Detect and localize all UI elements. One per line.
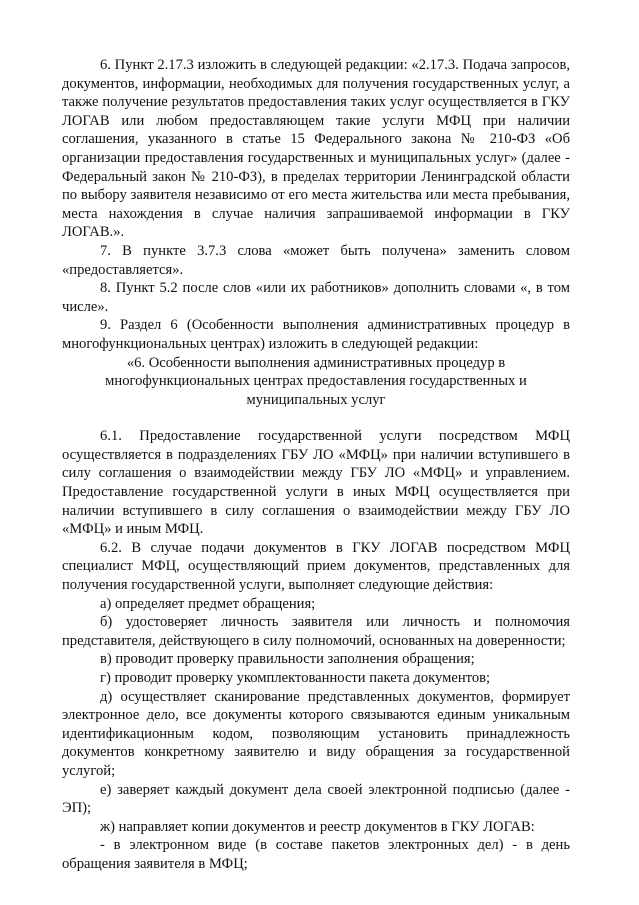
section-heading: «6. Особенности выполнения административных процедур в многофункциональных центрах предоставления государственных и муниципальных услуг (105, 354, 527, 408)
paragraph-item-8: 8. Пункт 5.2 после слов «или их работников» дополнить словами «, в том числе». (62, 280, 570, 315)
list-item-a: а) определяет предмет обращения; (100, 595, 316, 612)
paragraph-item-6: 6. Пункт 2.17.3 изложить в следующей редакции: «2.17.3. Подача запросов, документов, информации, необходимых для получения государственных услуг, а также получение результатов предоставления таких услуг осуществляется в ГКУ ЛОГАВ или любом предоставляющем такие услуги МФЦ при наличии соглашения, указанного в статье 15 Федерального закона № 210-ФЗ «Об организации предоставления государственных и муниципальных услуг» (далее - Федеральный закон № 210-ФЗ), в пределах территории Ленинградской области по выбору заявителя независимо от его места жительства или места пребывания, места нахождения в случае наличия запрашиваемой информации в ГКУ ЛОГАВ.». (62, 57, 570, 241)
paragraph-6-2: 6.2. В случае подачи документов в ГКУ ЛОГАВ посредством МФЦ специалист МФЦ, осуществляющий прием документов, представленных для получения государственной услуги, выполняет следующие действия: (62, 539, 570, 594)
list-item-zh: ж) направляет копии документов и реестр документов в ГКУ ЛОГАВ: (100, 818, 535, 835)
paragraph-item-7: 7. В пункте 3.7.3 слова «может быть получена» заменить словом «предоставляется». (62, 242, 570, 278)
list-item-g: г) проводит проверку укомплектованности пакета документов; (100, 670, 491, 686)
paragraph-item-9: 9. Раздел 6 (Особенности выполнения административных процедур в многофункциональных центрах) изложить в следующей редакции: (62, 317, 570, 352)
paragraph-6-1: 6.1. Предоставление государственной услуги посредством МФЦ осуществляется в подразделениях ГБУ ЛО «МФЦ» при наличии вступившего в силу соглашения о взаимодействии между ГБУ ЛО «МФЦ» и управлением. Предоставление государственной услуги в иных МФЦ осуществляется при наличии вступившего в силу соглашения о взаимодействии между ГБУ ЛО «МФЦ» и иным МФЦ. (62, 428, 570, 538)
document-page (62, 56, 570, 874)
list-item-v: в) проводит проверку правильности заполнения обращения; (100, 651, 475, 668)
list-item-d: д) осуществляет сканирование представленных документов, формирует электронное дело, все документы которого связываются единым уникальным идентификационным кодом, позволяющим установить принадлежность документов конкретному заявителю и виду обращения за государственной услугой; (62, 688, 570, 779)
list-item-dash: - в электронном виде (в составе пакетов электронных дел) - в день обращения заявителя в МФЦ; (62, 837, 570, 872)
list-item-b: б) удостоверяет личность заявителя или личность и полномочия представителя, действующего в силу полномочий, основанных на доверенности; (62, 614, 570, 649)
list-item-e: е) заверяет каждый документ дела своей электронной подписью (далее - ЭП); (62, 781, 570, 817)
